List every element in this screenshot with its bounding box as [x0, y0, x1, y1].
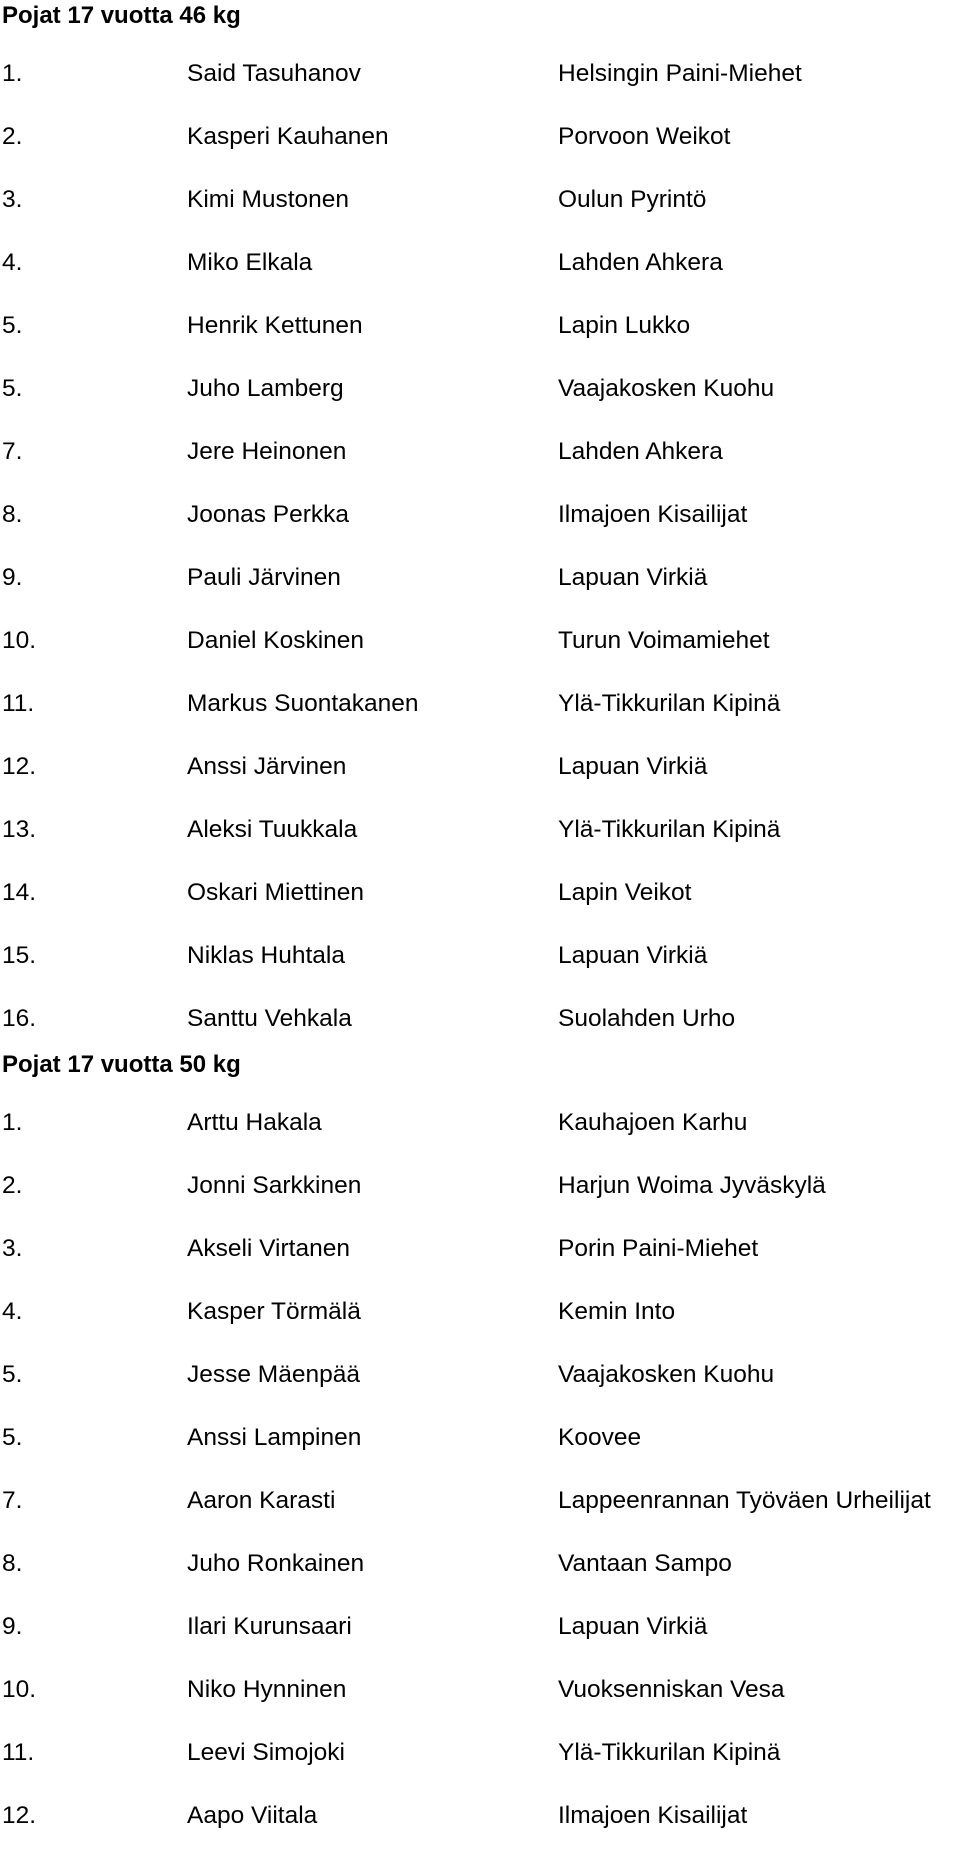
wrestler-name: Niko Hynninen	[187, 1676, 347, 1703]
weight-class-section	[0, 1049, 960, 1836]
club-name: Porin Paini-Miehet	[558, 1235, 759, 1262]
wrestler-name: Jesse Mäenpää	[187, 1361, 360, 1388]
result-row	[0, 94, 960, 157]
placement: 11.	[2, 1739, 35, 1766]
club-name: Ylä-Tikkurilan Kipinä	[558, 816, 781, 843]
placement: 5.	[2, 375, 23, 402]
placement: 13.	[2, 816, 37, 843]
wrestler-name: Arttu Hakala	[187, 1109, 322, 1136]
result-row	[0, 598, 960, 661]
result-row	[0, 220, 960, 283]
club-name: Vantaan Sampo	[558, 1550, 732, 1577]
result-row	[0, 1269, 960, 1332]
weight-class-heading: Pojat 17 vuotta 50 kg	[2, 1051, 241, 1078]
club-name: Ilmajoen Kisailijat	[558, 1802, 748, 1829]
wrestler-name: Aleksi Tuukkala	[187, 816, 358, 843]
result-row	[0, 976, 960, 1039]
wrestler-name: Ilari Kurunsaari	[187, 1613, 352, 1640]
wrestler-name: Kimi Mustonen	[187, 186, 350, 213]
club-name: Suolahden Urho	[558, 1005, 736, 1032]
placement: 10.	[2, 627, 37, 654]
result-row	[0, 1143, 960, 1206]
placement: 9.	[2, 1613, 23, 1640]
club-name: Koovee	[558, 1424, 642, 1451]
club-name: Vaajakosken Kuohu	[558, 375, 775, 402]
result-row	[0, 1773, 960, 1836]
club-name: Turun Voimamiehet	[558, 627, 770, 654]
club-name: Ilmajoen Kisailijat	[558, 501, 748, 528]
wrestler-name: Miko Elkala	[187, 249, 313, 276]
result-row	[0, 346, 960, 409]
result-row	[0, 850, 960, 913]
club-name: Lapuan Virkiä	[558, 942, 708, 969]
wrestler-name: Daniel Koskinen	[187, 627, 365, 654]
result-row	[0, 1710, 960, 1773]
result-row	[0, 31, 960, 94]
result-row	[0, 724, 960, 787]
wrestler-name: Aapo Viitala	[187, 1802, 318, 1829]
club-name: Helsingin Paini-Miehet	[558, 60, 802, 87]
placement: 1.	[2, 1109, 23, 1136]
club-name: Kemin Into	[558, 1298, 676, 1325]
result-row	[0, 1206, 960, 1269]
result-row	[0, 913, 960, 976]
wrestler-name: Jonni Sarkkinen	[187, 1172, 362, 1199]
placement: 4.	[2, 249, 23, 276]
placement: 15.	[2, 942, 37, 969]
result-row	[0, 661, 960, 724]
club-name: Harjun Woima Jyväskylä	[558, 1172, 826, 1199]
wrestler-name: Joonas Perkka	[187, 501, 350, 528]
club-name: Lapuan Virkiä	[558, 1613, 708, 1640]
placement: 9.	[2, 564, 23, 591]
placement: 16.	[2, 1005, 37, 1032]
club-name: Porvoon Weikot	[558, 123, 731, 150]
result-row	[0, 283, 960, 346]
club-name: Kauhajoen Karhu	[558, 1109, 748, 1136]
result-row	[0, 1395, 960, 1458]
placement: 8.	[2, 1550, 23, 1577]
result-row	[0, 1080, 960, 1143]
club-name: Ylä-Tikkurilan Kipinä	[558, 1739, 781, 1766]
club-name: Lahden Ahkera	[558, 438, 723, 465]
wrestler-name: Markus Suontakanen	[187, 690, 419, 717]
wrestler-name: Juho Ronkainen	[187, 1550, 365, 1577]
section-spacer	[0, 1039, 960, 1049]
club-name: Lapin Veikot	[558, 879, 692, 906]
placement: 7.	[2, 438, 23, 465]
wrestler-name: Juho Lamberg	[187, 375, 344, 402]
result-row	[0, 1584, 960, 1647]
placement: 5.	[2, 1424, 23, 1451]
wrestler-name: Aaron Karasti	[187, 1487, 336, 1514]
result-row	[0, 157, 960, 220]
placement: 12.	[2, 753, 37, 780]
club-name: Lappeenrannan Työväen Urheilijat	[558, 1487, 931, 1514]
wrestler-name: Oskari Miettinen	[187, 879, 365, 906]
placement: 10.	[2, 1676, 37, 1703]
placement: 5.	[2, 1361, 23, 1388]
result-row	[0, 1647, 960, 1710]
wrestler-name: Niklas Huhtala	[187, 942, 345, 969]
placement: 3.	[2, 186, 23, 213]
club-name: Ylä-Tikkurilan Kipinä	[558, 690, 781, 717]
wrestler-name: Kasper Törmälä	[187, 1298, 361, 1325]
wrestler-name: Leevi Simojoki	[187, 1739, 345, 1766]
result-row	[0, 409, 960, 472]
placement: 11.	[2, 690, 35, 717]
club-name: Lahden Ahkera	[558, 249, 723, 276]
wrestler-name: Pauli Järvinen	[187, 564, 341, 591]
wrestler-name: Anssi Lampinen	[187, 1424, 362, 1451]
wrestler-name: Akseli Virtanen	[187, 1235, 350, 1262]
wrestler-name: Santtu Vehkala	[187, 1005, 352, 1032]
club-name: Vuoksenniskan Vesa	[558, 1676, 785, 1703]
placement: 5.	[2, 312, 23, 339]
result-row	[0, 472, 960, 535]
placement: 7.	[2, 1487, 23, 1514]
club-name: Oulun Pyrintö	[558, 186, 707, 213]
placement: 2.	[2, 1172, 23, 1199]
result-row	[0, 1332, 960, 1395]
placement: 4.	[2, 1298, 23, 1325]
placement: 12.	[2, 1802, 37, 1829]
club-name: Lapuan Virkiä	[558, 753, 708, 780]
result-row	[0, 1458, 960, 1521]
wrestler-name: Henrik Kettunen	[187, 312, 363, 339]
placement: 8.	[2, 501, 23, 528]
club-name: Vaajakosken Kuohu	[558, 1361, 775, 1388]
wrestler-name: Anssi Järvinen	[187, 753, 347, 780]
placement: 1.	[2, 60, 23, 87]
club-name: Lapuan Virkiä	[558, 564, 708, 591]
wrestler-name: Said Tasuhanov	[187, 60, 361, 87]
placement: 3.	[2, 1235, 23, 1262]
placement: 14.	[2, 879, 37, 906]
wrestler-name: Jere Heinonen	[187, 438, 347, 465]
result-row	[0, 535, 960, 598]
placement: 2.	[2, 123, 23, 150]
wrestler-name: Kasperi Kauhanen	[187, 123, 389, 150]
club-name: Lapin Lukko	[558, 312, 691, 339]
weight-class-heading: Pojat 17 vuotta 46 kg	[2, 2, 241, 29]
result-row	[0, 787, 960, 850]
result-row	[0, 1521, 960, 1584]
